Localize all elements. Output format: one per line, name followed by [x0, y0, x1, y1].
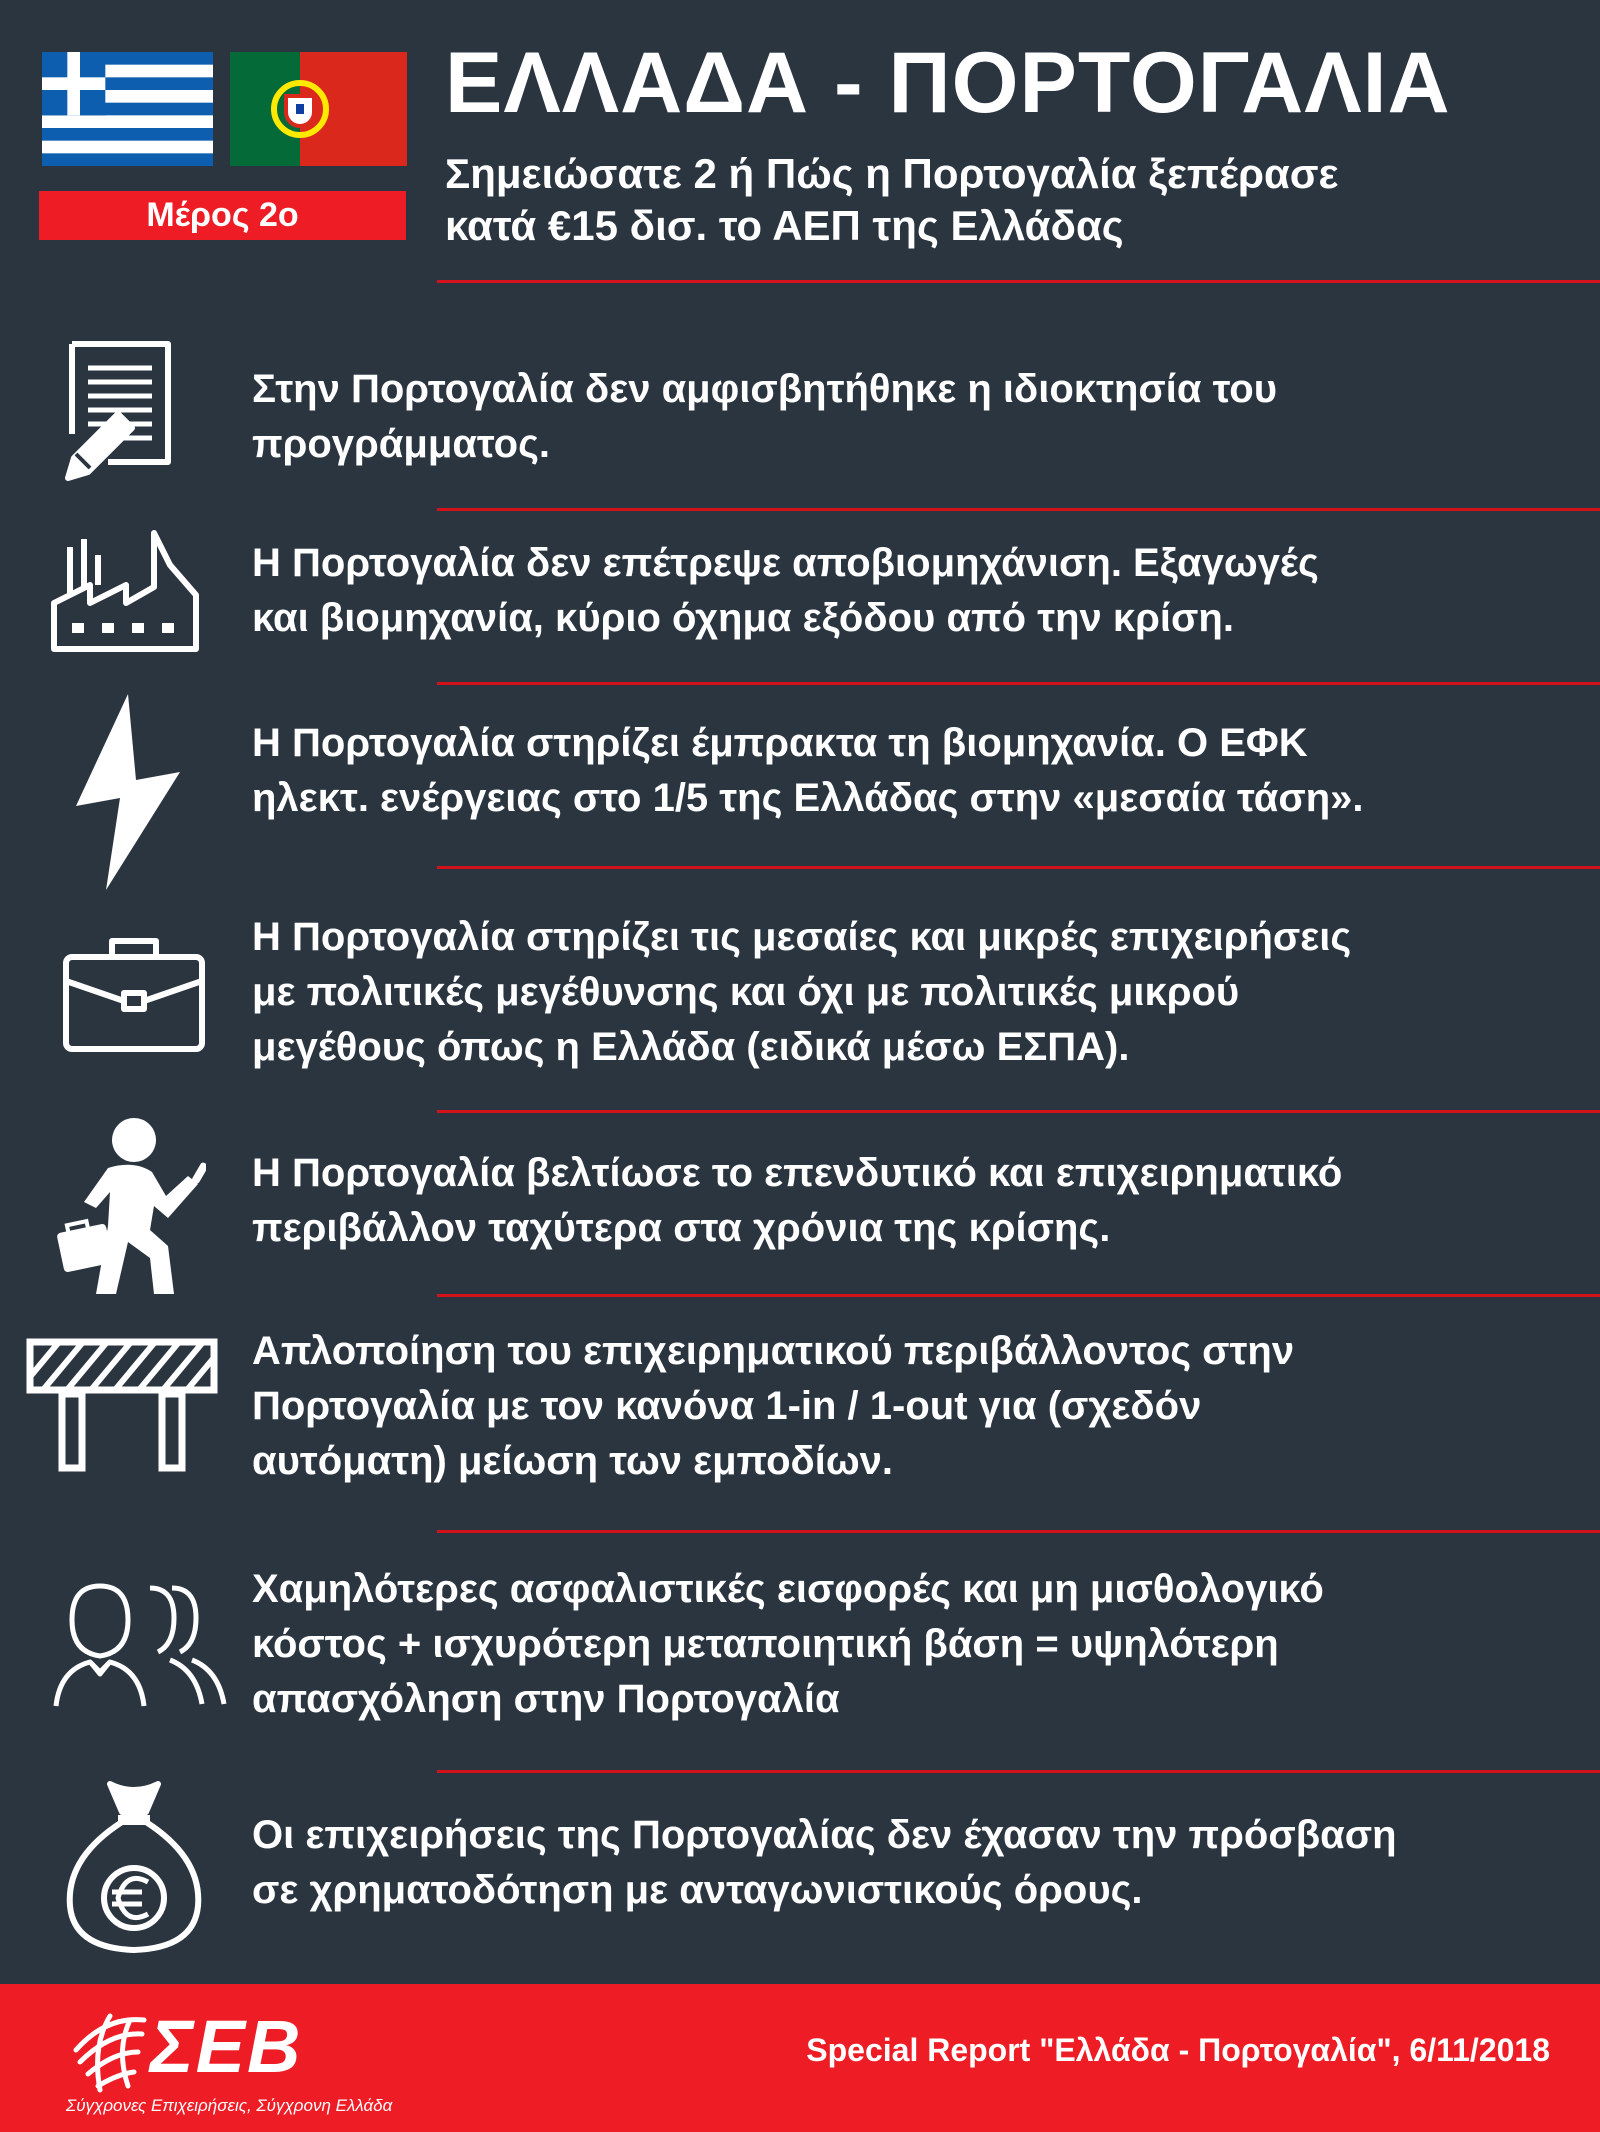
- divider: [437, 1294, 1600, 1297]
- item-line: Η Πορτογαλία στηρίζει έμπρακτα τη βιομηχανία. Ο ΕΦΚ: [252, 721, 1308, 765]
- businessman-walking-icon: [56, 1110, 206, 1301]
- item-line: Η Πορτογαλία δεν επέτρεψε αποβιομηχάνιση. Εξαγωγές: [252, 541, 1319, 585]
- divider: [437, 280, 1600, 283]
- logo-tagline: Σύγχρονες Επιχειρήσεις, Σύγχρονη Ελλάδα: [66, 2096, 393, 2115]
- item-line: Η Πορτογαλία στηρίζει τις μεσαίες και μικρές επιχειρήσεις: [252, 915, 1352, 959]
- page-subtitle: [445, 148, 1565, 252]
- divider: [437, 866, 1600, 869]
- divider: [437, 1110, 1600, 1113]
- seb-logo-icon: [70, 2010, 150, 2099]
- list-item: [252, 362, 1582, 472]
- item-line: κόστος + ισχυρότερη μεταποιητική βάση = υψηλότερη: [252, 1622, 1279, 1666]
- list-item: [252, 910, 1582, 1075]
- briefcase-icon: [62, 935, 206, 1058]
- divider: [437, 508, 1600, 511]
- footer: [0, 1984, 1600, 2132]
- item-line: αυτόματη) μείωση των εμποδίων.: [252, 1439, 894, 1483]
- list-item: [252, 1562, 1582, 1727]
- divider: [437, 1770, 1600, 1773]
- list-item: [252, 1808, 1582, 1918]
- list-item: [252, 1146, 1582, 1256]
- divider: [437, 682, 1600, 685]
- list-item: [252, 536, 1582, 646]
- item-line: και βιομηχανία, κύριο όχημα εξόδου από την κρίση.: [252, 596, 1234, 640]
- item-line: Στην Πορτογαλία δεν αμφισβητήθηκε η ιδιοκτησία του: [252, 367, 1278, 411]
- page-title: ΕΛΛΑΔΑ - ΠΟΡΤΟΓΑΛΙΑ: [445, 35, 1451, 131]
- list-item: [252, 1324, 1582, 1489]
- portugal-flag-icon: [230, 52, 407, 166]
- list-item: [252, 716, 1582, 826]
- item-line: προγράμματος.: [252, 422, 551, 466]
- lightning-bolt-icon: [76, 694, 180, 895]
- item-line: Απλοποίηση του επιχειρηματικού περιβάλλοντος στην: [252, 1329, 1295, 1373]
- part-label: Μέρος 2ο: [39, 191, 406, 240]
- seb-logo-text: ΣΕΒ: [150, 2005, 303, 2088]
- report-reference: Special Report "Ελλάδα - Πορτογαλία", 6/11/2018: [806, 2032, 1550, 2068]
- item-line: Οι επιχειρήσεις της Πορτογαλίας δεν έχασαν την πρόσβαση: [252, 1813, 1397, 1857]
- barrier-icon: [24, 1336, 220, 1479]
- item-line: περιβάλλον ταχύτερα στα χρόνια της κρίσης.: [252, 1206, 1111, 1250]
- item-line: μεγέθους όπως η Ελλάδα (ειδικά μέσω ΕΣΠΑ).: [252, 1025, 1130, 1069]
- subtitle-line: Σημειώσατε 2 ή Πώς η Πορτογαλία ξεπέρασε: [445, 150, 1339, 197]
- factory-icon: [50, 525, 200, 660]
- item-line: Χαμηλότερες ασφαλιστικές εισφορές και μη μισθολογικό: [252, 1567, 1324, 1611]
- item-line: με πολιτικές μεγέθυνσης και όχι με πολιτικές μικρού: [252, 970, 1240, 1014]
- divider: [437, 1530, 1600, 1533]
- item-line: σε χρηματοδότηση με ανταγωνιστικούς όρους.: [252, 1868, 1143, 1912]
- employees-group-icon: [52, 1580, 228, 1715]
- greece-flag-icon: [39, 52, 216, 166]
- item-line: Πορτογαλία με τον κανόνα 1-in / 1-out για (σχεδόν: [252, 1384, 1202, 1428]
- item-line: απασχόληση στην Πορτογαλία: [252, 1677, 840, 1721]
- document-pen-icon: [60, 338, 180, 493]
- item-line: Η Πορτογαλία βελτίωσε το επενδυτικό και επιχειρηματικό: [252, 1151, 1343, 1195]
- subtitle-line: κατά €15 δισ. το ΑΕΠ της Ελλάδας: [445, 202, 1124, 249]
- euro-money-bag-icon: [66, 1778, 202, 1959]
- item-line: ηλεκτ. ενέργειας στο 1/5 της Ελλάδας στην «μεσαία τάση».: [252, 776, 1364, 820]
